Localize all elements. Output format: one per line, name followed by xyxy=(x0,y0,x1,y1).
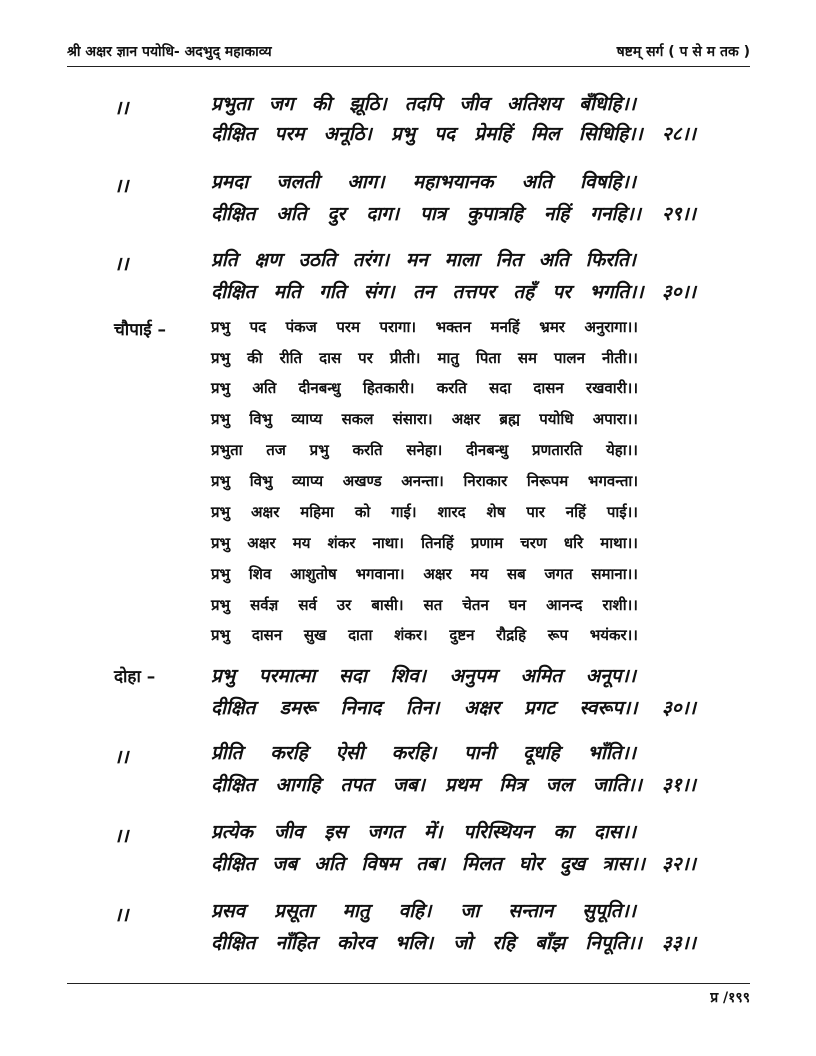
verse-line: प्रत्येक जीव इस जगत में। परिस्थियन का दास।। xyxy=(211,821,636,843)
verse-line: प्रभुता जग की झूठि। तदपि जीव अतिशय बँधिहि।। xyxy=(211,93,636,115)
verse-line: दीक्षित परम अनूठि। प्रभु पद प्रेमहिं मिल सिधिहि।। २८।। xyxy=(211,123,696,145)
footer-divider xyxy=(67,983,750,984)
page-number: प्र /१९९ xyxy=(710,990,750,1006)
verse-line: प्रति क्षण उठति तरंग। मन माला नित अति फिरति। xyxy=(211,249,636,271)
doha-line: प्रभु परमात्मा सदा शिव। अनुपम अमित अनूप।। xyxy=(211,665,636,687)
chaupai-label: चौपाई – xyxy=(114,320,167,340)
chaupai-line: प्रभु अति दीनबन्धु हितकारी। करति सदा दासन रखवारी।। xyxy=(211,379,638,397)
verse-marker: ।। xyxy=(114,746,129,768)
doha-line: दीक्षित डमरू निनाद तिन। अक्षर प्रगट स्वरूप।। ३०।। xyxy=(211,697,696,719)
chaupai-line: प्रभु शिव आशुतोष भगवाना। अक्षर मय सब जगत समाना।। xyxy=(211,565,638,583)
chaupai-line: प्रभु सर्वज्ञ सर्व उर बासी। सत चेतन घन आनन्द राशी।। xyxy=(211,596,638,614)
header-divider xyxy=(67,66,750,67)
chaupai-line: प्रभु पद पंकज परम परागा। भक्तन मनहिं भ्रमर अनुरागा।। xyxy=(211,318,638,336)
verse-line: दीक्षित मति गति संग। तन तत्तपर तहँ पर भगति।। ३०।। xyxy=(211,281,696,303)
page-header xyxy=(67,36,750,64)
chaupai-line: प्रभु अक्षर मय शंकर नाथा। तिनहिं प्रणाम चरण धरि माथा।। xyxy=(211,534,638,552)
verse-line: प्रीति करहि ऐसी करहि। पानी दूधहि भाँति।। xyxy=(211,742,636,764)
chapter-title: षष्टम् सर्ग ( प से म तक ) xyxy=(616,44,750,60)
verse-marker: ।। xyxy=(114,253,129,275)
book-title: श्री अक्षर ज्ञान पयोधि- अदभुद् महाकाव्य xyxy=(67,44,272,60)
verse-line: प्रमदा जलती आग। महाभयानक अति विषहि।। xyxy=(211,171,636,193)
chaupai-line: प्रभु अक्षर महिमा को गाई। शारद शेष पार नहिं पाई।। xyxy=(211,503,638,521)
chaupai-line: प्रभु की रीति दास पर प्रीती। मातु पिता सम पालन नीती।। xyxy=(211,349,638,367)
verse-line: दीक्षित जब अति विषम तब। मिलत घोर दुख त्रास।। ३२।। xyxy=(211,853,696,875)
verse-line: दीक्षित आगहि तपत जब। प्रथम मित्र जल जाति।। ३१।। xyxy=(211,774,696,796)
verse-marker: ।। xyxy=(114,97,129,119)
chaupai-line: प्रभु विभु व्याप्य सकल संसारा। अक्षर ब्रह्म पयोधि अपारा।। xyxy=(211,410,638,428)
verse-marker: ।। xyxy=(114,175,129,197)
chaupai-line: प्रभुता तज प्रभु करति सनेहा। दीनबन्धु प्रणतारति येहा।। xyxy=(211,441,638,459)
verse-marker: ।। xyxy=(114,825,129,847)
verse-marker: ।। xyxy=(114,904,129,926)
doha-label: दोहा – xyxy=(114,667,156,687)
verse-line: दीक्षित अति दुर दाग। पात्र कुपात्रहि नहिं गनहि।। २९।। xyxy=(211,203,696,225)
chaupai-line: प्रभु दासन सुख दाता शंकर। दुष्टन रौद्रहि रूप भयंकर।। xyxy=(211,626,638,644)
verse-line: प्रसव प्रसूता मातु वहि। जा सन्तान सुपूति।। xyxy=(211,900,636,922)
chaupai-line: प्रभु विभु व्याप्य अखण्ड अनन्ता। निराकार निरूपम भगवन्ता। xyxy=(211,472,638,490)
verse-line: दीक्षित नाँहित कोरव भलि। जो रहि बाँझ निपूति।। ३३।। xyxy=(211,932,696,954)
